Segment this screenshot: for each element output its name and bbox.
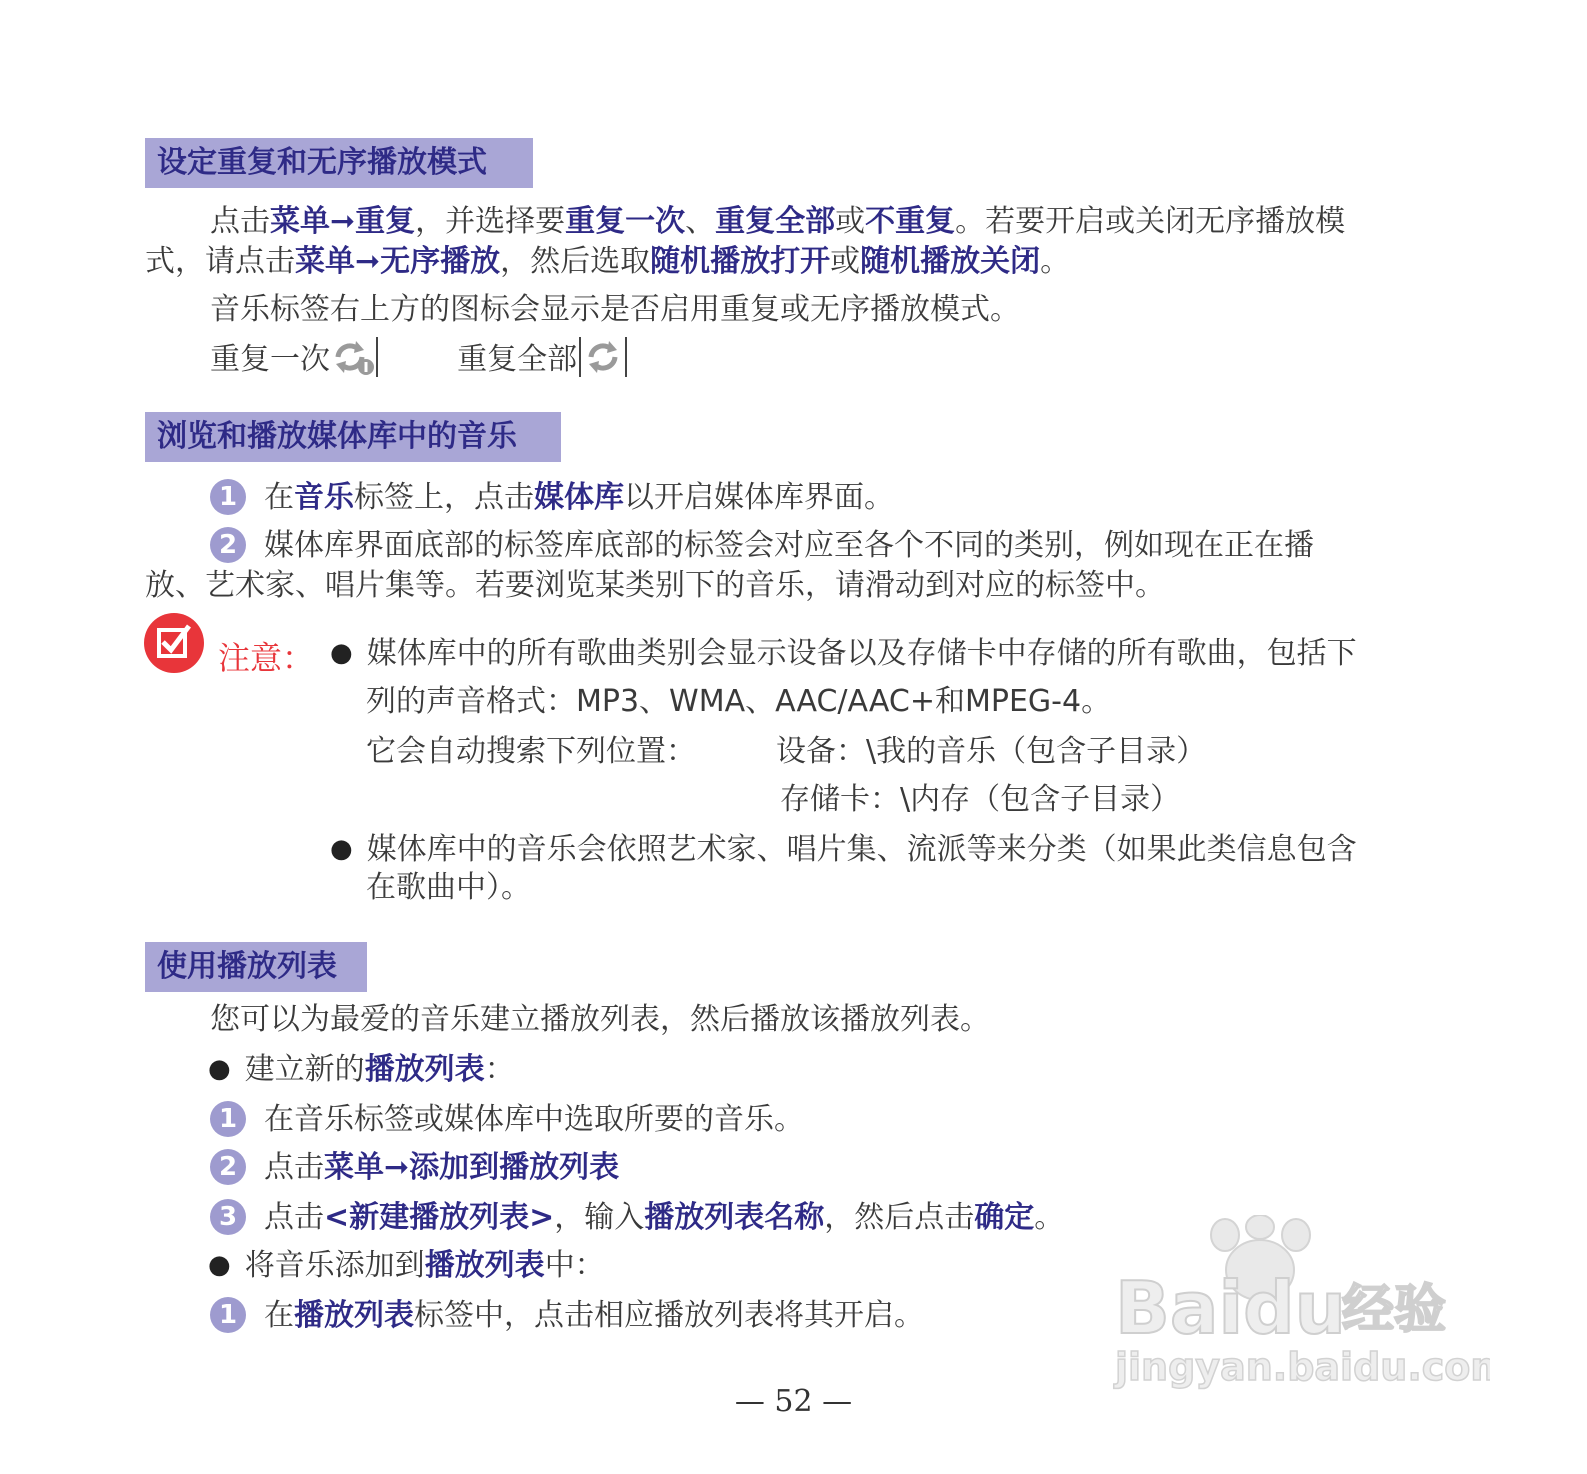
step-number: 3: [210, 1199, 246, 1235]
page-number: — 52 —: [734, 1384, 853, 1419]
step-item: 1 在音乐标签上，点击媒体库以开启媒体库界面。: [210, 478, 894, 518]
bullet-item: ● 建立新的播放列表：: [208, 1052, 515, 1087]
paragraph-line: 在歌曲中）。: [366, 870, 531, 905]
paragraph-line: 您可以为最爱的音乐建立播放列表，然后播放该播放列表。: [210, 1002, 990, 1037]
repeat-all-icon: [579, 337, 627, 377]
section-heading-repeat-shuffle: 设定重复和无序播放模式: [145, 138, 533, 188]
paragraph-line: 音乐标签右上方的图标会显示是否启用重复或无序播放模式。: [210, 292, 1020, 327]
baidu-watermark: [1110, 1215, 1490, 1400]
section-heading-library: 浏览和播放媒体库中的音乐: [145, 412, 561, 462]
repeat-once-label: 重复一次: [210, 342, 330, 377]
search-location-card: 存储卡：\内存（包含子目录）: [780, 782, 1181, 817]
search-locations-label: 它会自动搜索下列位置：: [366, 734, 696, 769]
repeat-icons-row: [210, 340, 627, 381]
paragraph-line: 点击菜单➞重复，并选择要重复一次、重复全部或不重复。若要开启或关闭无序播放模: [210, 204, 1346, 239]
step-item: 1 在播放列表标签中，点击相应播放列表将其开启。: [210, 1296, 924, 1336]
search-location-device: 设备：\我的音乐（包含子目录）: [776, 734, 1207, 769]
bullet-dot-icon: ●: [330, 638, 353, 668]
note-bullet-item: ● 媒体库中的音乐会依照艺术家、唱片集、流派等来分类（如果此类信息包含: [330, 832, 1357, 867]
step-item: 3 点击<新建播放列表>，输入播放列表名称，然后点击确定。: [210, 1198, 1064, 1238]
bullet-dot-icon: ●: [208, 1250, 231, 1280]
step-number: 1: [210, 1297, 246, 1333]
bullet-item: ● 将音乐添加到播放列表中：: [208, 1248, 605, 1283]
note-label: 注意：: [218, 639, 315, 677]
watermark-brand-cn: 经验: [1342, 1280, 1447, 1340]
repeat-all-label: 重复全部: [457, 342, 578, 377]
step-number: 2: [210, 527, 246, 563]
step-item: 2 媒体库界面底部的标签库底部的标签会对应至各个不同的类别，例如现在正在播: [210, 526, 1314, 566]
note-checkbox-icon: [143, 612, 205, 674]
paragraph-line: 放、艺术家、唱片集等。若要浏览某类别下的音乐，请滑动到对应的标签中。: [145, 568, 1165, 603]
watermark-brand: Baidu: [1115, 1266, 1346, 1350]
bullet-dot-icon: ●: [208, 1054, 231, 1084]
repeat-once-icon: [332, 337, 378, 377]
step-number: 2: [210, 1149, 246, 1185]
step-number: 1: [210, 479, 246, 515]
note-bullet-item: ● 媒体库中的所有歌曲类别会显示设备以及存储卡中存储的所有歌曲，包括下: [330, 636, 1357, 671]
paragraph-line: 式，请点击菜单➞无序播放，然后选取随机播放打开或随机播放关闭。: [145, 244, 1071, 279]
section-heading-playlist: 使用播放列表: [145, 942, 367, 992]
step-item: 2 点击菜单➞添加到播放列表: [210, 1148, 619, 1188]
bullet-dot-icon: ●: [330, 834, 353, 864]
step-number: 1: [210, 1101, 246, 1137]
paragraph-line: 列的声音格式：MP3、WMA、AAC/AAC+和MPEG-4。: [366, 684, 1112, 719]
watermark-url: jingyan.baidu.com: [1115, 1345, 1490, 1389]
step-item: 1 在音乐标签或媒体库中选取所要的音乐。: [210, 1100, 804, 1140]
